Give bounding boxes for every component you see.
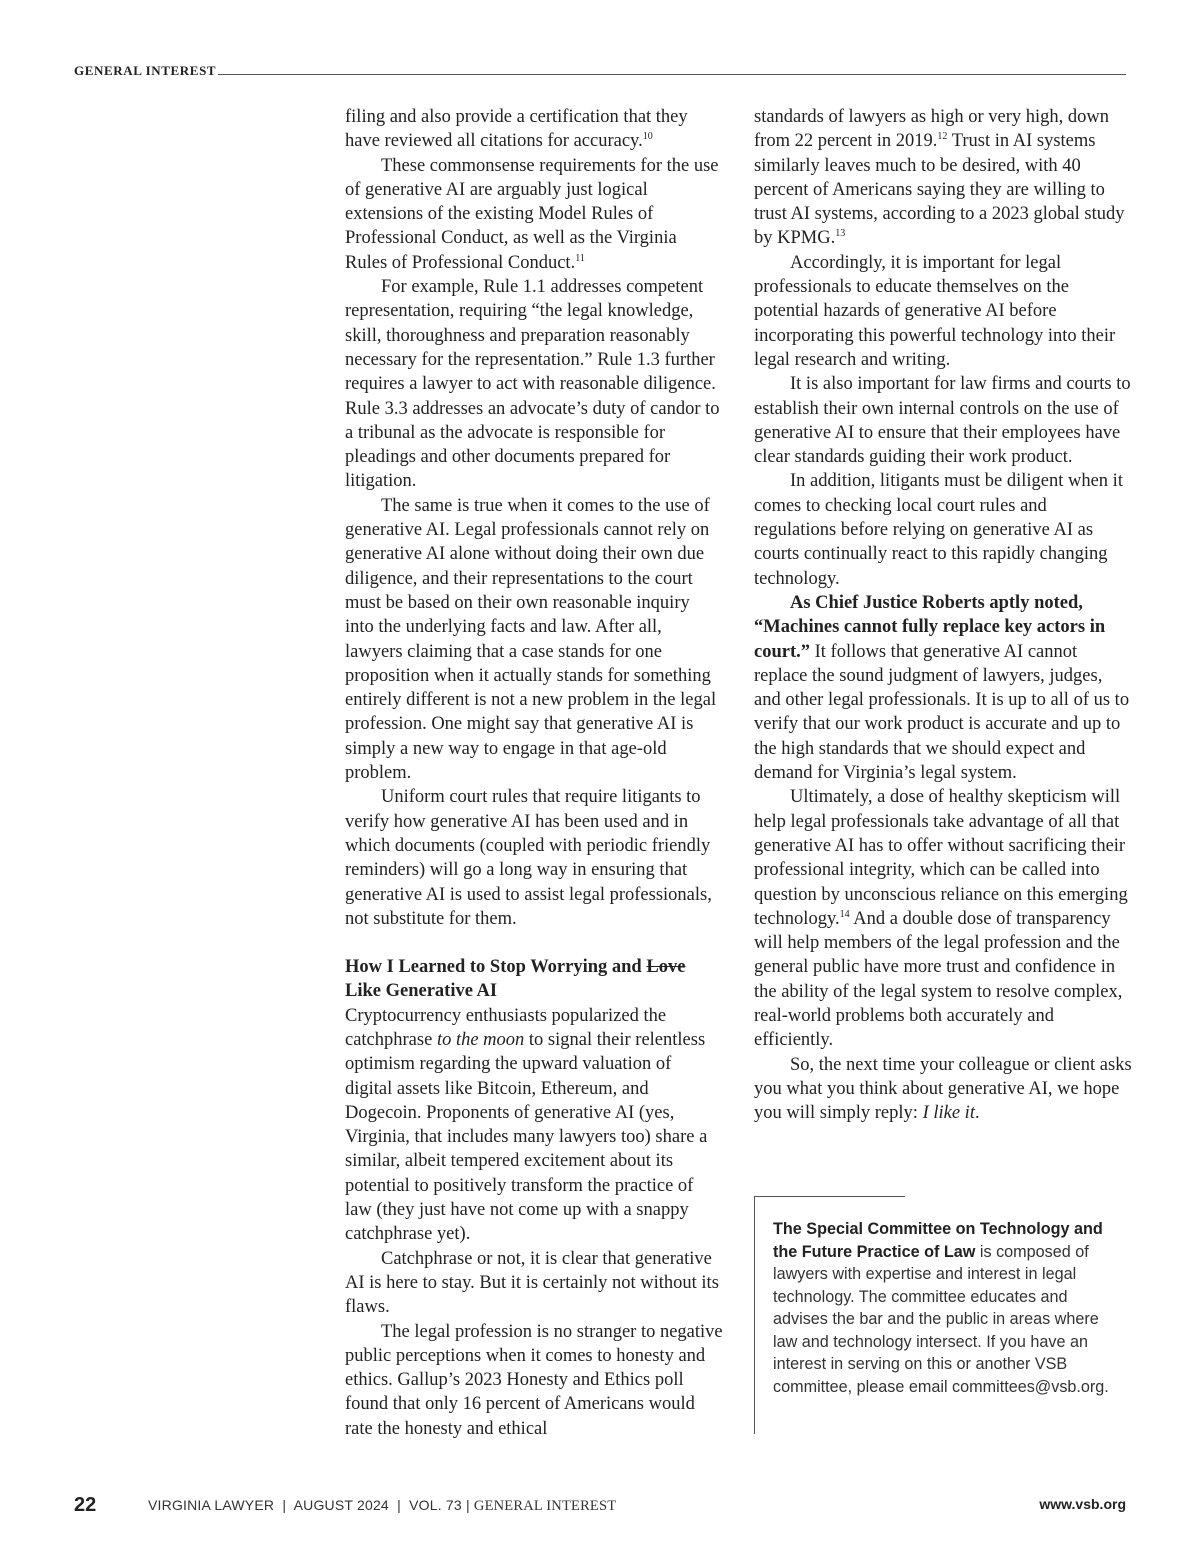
section-heading (345, 955, 723, 1004)
paragraph (754, 105, 1132, 251)
paragraph-text: Trust in AI systems similarly leaves much to be desired, with 40 percent of Americans saying they are willing to trust AI systems, according to a 2023 global study by KPMG. (754, 131, 1125, 249)
footnote-ref: 12 (937, 131, 948, 143)
footer-section: GENERAL INTEREST (473, 1498, 617, 1514)
footnote-ref: 11 (575, 252, 585, 264)
footnote-ref: 10 (642, 131, 653, 143)
sidebar-rule (755, 1196, 905, 1197)
paragraph-text: It follows that generative AI cannot replace the sound judgment of lawyers, judges, and other legal professionals. It is up to all of us to verify that our work product is accurate and up to the high standards that we should expect and demand for Virginia’s legal system. (754, 641, 1130, 784)
header-rule (218, 74, 1126, 75)
paragraph-text: to signal their relentless optimism regarding the upward valuation of digital assets like Bitcoin, Ethereum, and Dogecoin. Proponents of generative AI (yes, Virginia, that includes many lawyers too) share a similar, albeit tempered excitement about its potential to positively transform the practice of law (they just have not come up with a snappy catchphrase yet). (345, 1029, 708, 1245)
publication-text: VIRGINIA LAWYER | AUGUST 2024 | VOL. 73 | (148, 1497, 474, 1513)
paragraph (345, 154, 723, 275)
emphasis: I like it (922, 1103, 975, 1124)
paragraph (754, 1053, 1132, 1126)
paragraph: For example, Rule 1.1 addresses competent representation, requiring “the legal knowledge, skill, thoroughness and preparation reasonably necessary for the representation.” Rule 1.3 further requires a lawyer to act with reasonable diligence. Rule 3.3 addresses an advocate’s duty of candor to a tribunal as the advocate is responsible for pleadings and other documents prepared for litigation. (345, 277, 720, 492)
paragraph-text: So, the next time your colleague or client asks you what you think about generative AI, we hope you will simply reply: (754, 1054, 1132, 1124)
paragraph: It is also important for law firms and courts to establish their own internal controls on the use of generative AI to ensure that their employees have clear standards guiding their work product. (754, 374, 1131, 468)
sidebar-text (773, 1218, 1123, 1398)
article-column-left (345, 105, 723, 1441)
page-number: 22 (74, 1494, 97, 1516)
paragraph-text: And a double dose of transparency will help members of the legal profession and the general public have more trust and confidence in the ability of the legal system to resolve complex, real-world problems both accurately and efficiently. (754, 908, 1123, 1051)
publication-info (148, 1497, 616, 1515)
emphasis: to the moon (436, 1029, 525, 1050)
paragraph: In addition, litigants must be diligent when it comes to checking local court rules and regulations before relying on generative AI as courts continually react to this rapidly changing technology. (754, 471, 1123, 589)
paragraph-text: Cryptocurrency enthusiasts popularized the catchphrase (345, 1005, 667, 1050)
paragraph-text: . (974, 1103, 980, 1124)
paragraph (754, 591, 1132, 785)
article-column-right (754, 105, 1132, 1125)
committee-sidebar (754, 1196, 1125, 1434)
section-label: GENERAL INTEREST (74, 63, 217, 78)
paragraph-text: These commonsense requirements for the use of generative AI are arguably just logical extensions of the existing Model Rules of Professional Conduct, as well as the Virginia Rules of Professional Conduct. (345, 155, 719, 273)
paragraph: The same is true when it comes to the use of generative AI. Legal professionals cannot rely on generative AI alone without doing their own due diligence, and their representations to the court must be based on their own reasonable inquiry into the underlying facts and law. After all, lawyers claiming that a case stands for one proposition when it actually stands for something entirely different is not a new problem in the legal profession. One might say that generative AI is simply a new way to engage in that age-old problem. (345, 495, 717, 784)
paragraph-text: Ultimately, a dose of healthy skepticism will help legal professionals take advantage of all that generative AI has to offer without sacrificing their professional integrity, which can be called into question by unconscious reliance on this emerging technology. (754, 787, 1128, 929)
paragraph: Catchphrase or not, it is clear that generative AI is here to stay. But it is certainly not without its flaws. (345, 1248, 719, 1318)
struck-word: Love (646, 957, 686, 978)
website-url: www.vsb.org (1039, 1496, 1126, 1512)
page-header (74, 57, 1126, 77)
paragraph (754, 785, 1132, 1052)
paragraph: Accordingly, it is important for legal professionals to educate themselves on the potential hazards of generative AI before incorporating this powerful technology into their legal research and writing. (754, 252, 1116, 370)
paragraph: Uniform court rules that require litigants to verify how generative AI has been used and in which documents (coupled with periodic friendly reminders) will go a long way in ensuring that generative AI is used to assist legal professionals, not substitute for them. (345, 787, 712, 929)
heading-text: How I Learned to Stop Worrying and (345, 957, 647, 978)
footnote-ref: 13 (835, 228, 846, 240)
committee-name: The Special Committee on Technology and the Future Practice of Law (773, 1220, 1103, 1261)
page-footer (74, 1494, 1126, 1518)
paragraph-text: filing and also provide a certification that they have reviewed all citations for accuracy. (345, 107, 688, 152)
paragraph (345, 105, 723, 154)
paragraph: The legal profession is no stranger to negative public perceptions when it comes to honesty and ethics. Gallup’s 2023 Honesty and Ethics poll found that only 16 percent of Americans would rate the honesty and ethical (345, 1321, 723, 1439)
paragraph-text: standards of lawyers as high or very high, down from 22 percent in 2019. (754, 107, 1110, 152)
sidebar-body: is composed of lawyers with expertise and interest in legal technology. The committee educates and advises the bar and the public in areas where law and technology intersect. If you have an interest in serving on this or another VSB committee, please email committees@vsb.org. (773, 1242, 1109, 1396)
paragraph (345, 1004, 723, 1247)
pull-quote: As Chief Justice Roberts aptly noted, “Machines cannot fully replace key actors in court.” (754, 592, 1106, 662)
heading-text: Like Generative AI (345, 981, 498, 1002)
spacer (345, 931, 723, 955)
footnote-ref: 14 (839, 908, 850, 920)
